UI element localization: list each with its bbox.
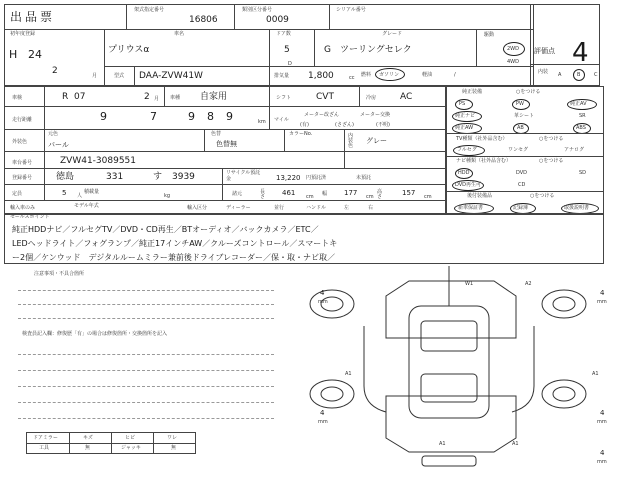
chassis-value: ZVW41-3089551 <box>60 156 137 166</box>
reg-month-unit: 月 <box>92 73 98 79</box>
regno-label-small: 架式指定番号 <box>134 7 165 13</box>
reg-number: 3939 <box>172 172 195 182</box>
rating-frame <box>530 4 600 86</box>
rear-warranty: 新車保証書 <box>458 205 484 211</box>
reg-year-label: 初年度登録 <box>10 31 36 37</box>
shaken-month: 2 <box>144 92 150 102</box>
capacity-unit: 人 <box>77 193 83 199</box>
car-name: プリウスα <box>108 45 150 55</box>
sales-line-1: 純正HDDナビ／フルセグTV／DVD・CD再生／BTオーディオ／バックカメラ／ETC／ <box>12 225 319 234</box>
tire-spare-value: 4 <box>600 449 605 457</box>
sales-frame <box>4 214 604 264</box>
chassis-label: 車台番号 <box>12 160 33 166</box>
inspector-line <box>18 402 274 403</box>
doc-title: 出品票 <box>10 10 56 24</box>
rear-manual: 取扱説明書 <box>564 205 590 211</box>
tire-rl-unit: mm <box>318 419 328 425</box>
length-unit: cm <box>306 194 314 200</box>
model-label: 型式 <box>114 73 125 79</box>
notes-line <box>18 304 274 305</box>
equip-pw: PW <box>516 101 524 107</box>
tire-fl-unit: mm <box>318 299 328 305</box>
steering-label: ハンドル <box>306 205 327 211</box>
interior-a: A <box>558 72 562 78</box>
legend-v1: 工具 <box>39 445 50 451</box>
legend-h1: ドアミラー <box>33 435 58 441</box>
drive-2wd: 2WD <box>507 46 519 52</box>
equip-navi: 純正ナビ <box>455 113 476 119</box>
doors-value: 5 <box>284 45 290 55</box>
navi-sd: SD <box>579 170 587 176</box>
inspector-line <box>18 354 274 355</box>
mileage-digit-1: 9 <box>100 110 107 123</box>
notes-title: 注意事項・不具合箇所 <box>34 271 85 277</box>
tire-fr-value: 4 <box>600 289 605 297</box>
exterior-label: 外装色 <box>12 139 28 145</box>
serial-label: シリアル番号 <box>336 7 366 13</box>
car-body-diagram <box>294 266 604 476</box>
equipment-frame <box>446 86 604 214</box>
mark-a1-left: A1 <box>345 371 352 377</box>
shaken-month-unit: 月 <box>154 96 160 102</box>
equip-hint: ○をつける <box>516 89 541 95</box>
parallel-label: 並行 <box>274 205 285 211</box>
navi-dvdplay: DVD再生可 <box>455 182 482 188</box>
steering-left: 左 <box>344 205 350 211</box>
rating-value: 4 <box>572 38 589 68</box>
tire-fr-unit: mm <box>597 299 607 305</box>
navi-cd: CD <box>518 182 526 188</box>
width-value: 177 <box>344 189 358 197</box>
mile-sub-3: (不明) <box>376 122 390 128</box>
class-value: 0009 <box>266 15 289 25</box>
sales-title: セールスポイント <box>10 214 50 220</box>
shift-value: CVT <box>316 92 334 102</box>
tv-analog: アナログ <box>564 147 585 153</box>
sales-line-2: LEDヘッドライト／フォグランプ／純正17インチAW／クルーズコントロール／スマートキ <box>12 239 338 248</box>
tv-fullseg: フルセグ <box>457 147 477 153</box>
legend-h2: キズ <box>83 435 93 441</box>
equip-aw: 純正AW <box>455 125 474 131</box>
notes-line <box>18 290 274 291</box>
shaken-year: 07 <box>74 92 86 102</box>
length-value: 461 <box>282 189 296 197</box>
legend-table <box>26 432 196 454</box>
dealer-label: ディーラー <box>226 205 251 211</box>
displacement-label: 排気量 <box>274 73 290 79</box>
navi-hdd: HDD <box>458 170 470 176</box>
legend-v2: 無 <box>85 445 91 451</box>
rear-hint: ○をつける <box>530 193 555 199</box>
ac-label: 冷房 <box>366 95 377 101</box>
recycle-unit: 円預託済 <box>306 175 327 181</box>
legend-v4: 無 <box>171 445 177 451</box>
mile-opt-1: メーター改ざん <box>304 112 340 118</box>
model-value: DAA-ZVW41W <box>139 71 203 81</box>
reg-year: 24 <box>28 48 42 61</box>
tire-rl-value: 4 <box>320 409 325 417</box>
registration-label: 登録番号 <box>12 175 33 181</box>
interior-grade-label: 内装 <box>538 69 549 75</box>
mileage-label: 走行距離 <box>12 117 33 123</box>
unpaid-label: 未預託 <box>356 175 372 181</box>
rear-record: 記録簿 <box>513 205 529 211</box>
interior-b: B <box>577 72 581 78</box>
color-change-value: 色替無 <box>216 140 237 148</box>
doors-unit: D <box>288 61 292 67</box>
fuel-other: / <box>454 72 456 78</box>
grade-label: グレード <box>382 31 403 37</box>
equip-av: 純正AV <box>570 101 587 107</box>
use-value: 自家用 <box>200 92 228 102</box>
displacement-unit: cc <box>349 75 355 81</box>
tire-rr-value: 4 <box>600 409 605 417</box>
import-label: 輸入車のみ <box>10 205 36 211</box>
tv-title: TV種類（社外品含む） <box>456 136 508 142</box>
mile-sub-1: (有) <box>300 122 309 128</box>
regno-value: 16806 <box>189 15 218 25</box>
drive-4wd: 4WD <box>507 59 519 65</box>
legend-v3: ジャッキ <box>121 445 141 451</box>
import-type-label: 輸入区分 <box>187 205 208 211</box>
reg-kana: す <box>153 172 163 182</box>
height-value: 157 <box>402 189 416 197</box>
ac-value: AC <box>400 92 413 102</box>
load-label: 積載量 <box>84 189 100 195</box>
orig-color-label: 元色 <box>48 131 59 137</box>
inspector-line <box>18 418 274 419</box>
equip-ps: PS <box>459 101 466 107</box>
equip-abs: ABS <box>576 125 586 131</box>
tire-fl-value: 4 <box>320 289 325 297</box>
rating-label: 評価点 <box>534 47 555 55</box>
steering-right: 右 <box>368 205 374 211</box>
mile-sub-2: (さざん) <box>335 122 354 128</box>
mile-label: マイル <box>274 117 289 123</box>
equip-title: 純正装備 <box>462 89 483 95</box>
reg-month: 2 <box>52 66 58 76</box>
inspector-title: 検査員記入欄：修復歴「有」の場合は修復箇所・交換箇所を記入 <box>22 331 168 337</box>
equip-leather: 革シート <box>514 113 535 119</box>
height-unit: cm <box>424 194 432 200</box>
inspector-line <box>18 386 274 387</box>
orig-color: パール <box>48 141 69 149</box>
width-unit: cm <box>366 194 374 200</box>
recycle-value: 13,220 <box>276 174 301 182</box>
mileage-digit-3: 9 <box>188 110 195 123</box>
class-label: 類別区分番号 <box>242 7 273 13</box>
mark-a1-right: A1 <box>592 371 599 377</box>
displacement-value: 1,800 <box>308 71 334 81</box>
fuel-label: 燃料 <box>361 72 372 78</box>
capacity-value: 5 <box>62 189 67 197</box>
equip-ab: AB <box>517 125 524 131</box>
shift-label: シフト <box>276 95 292 101</box>
reg-era: H <box>9 48 18 61</box>
shaken-label: 車検 <box>12 95 23 101</box>
shaken-era: R <box>62 92 69 102</box>
equip-sr: SR <box>579 113 586 119</box>
mark-a2: A2 <box>525 281 532 287</box>
mileage-unit: km <box>258 119 266 125</box>
color-change-label: 色替 <box>211 131 222 137</box>
navi-hint: ○をつける <box>539 158 564 164</box>
fuel-diesel: 軽油 <box>422 72 433 78</box>
mileage-digit-4: 8 <box>207 110 214 123</box>
navi-dvd: DVD <box>516 170 528 176</box>
tv-oneseg: ワンセグ <box>508 147 529 153</box>
height-label: 高さ <box>377 189 383 200</box>
mile-opt-2: メーター交換 <box>360 112 391 118</box>
doors-label: ドア数 <box>276 31 291 37</box>
rear-title: 後付装備品 <box>467 193 493 199</box>
legend-h4: ワレ <box>167 435 178 441</box>
drive-label: 駆動 <box>484 32 495 38</box>
capacity-label: 定員 <box>12 191 23 197</box>
width-label: 幅 <box>322 191 328 197</box>
notes-line <box>18 318 274 319</box>
length-label: 長さ <box>260 189 266 200</box>
mark-a1-rear-l: A1 <box>439 441 446 447</box>
tire-spare-unit: mm <box>597 459 607 465</box>
use-label: 車種 <box>170 95 181 101</box>
mark-w1: W1 <box>465 281 474 287</box>
auction-sheet <box>4 4 607 476</box>
tv-hint: ○をつける <box>539 136 564 142</box>
legend-h3: ヒビ <box>125 435 136 441</box>
mileage-digit-5: 9 <box>226 110 233 123</box>
grade-value: G ツーリングセレク <box>324 45 412 55</box>
recycle-label: リサイクル預託金 <box>226 170 261 182</box>
load-unit: kg <box>164 193 171 199</box>
model-year-label: モデル年式 <box>74 203 99 209</box>
mileage-digit-2: 7 <box>150 110 157 123</box>
interior-color: グレー <box>366 137 387 145</box>
dim-label: 諸元 <box>232 191 243 197</box>
carname-label: 車名 <box>174 31 185 37</box>
interior-c: C <box>594 72 598 78</box>
interior-color-label: 内装色 <box>348 133 354 149</box>
fuel-gas: ガソリン <box>379 72 400 78</box>
tire-rr-unit: mm <box>597 419 607 425</box>
mark-a1-rear-r: A1 <box>512 441 519 447</box>
sales-line-3: ー2個／ケンウッド デジタルルームミラー兼前後ドライブレコーダー／保・取・ナビ取／ <box>12 253 336 262</box>
inspector-line <box>18 370 274 371</box>
navi-title: ナビ種類（社外品含む） <box>456 158 512 164</box>
colorno-label: カラーNo. <box>289 131 313 137</box>
reg-class: 331 <box>106 172 124 182</box>
reg-area: 徳島 <box>56 172 75 182</box>
